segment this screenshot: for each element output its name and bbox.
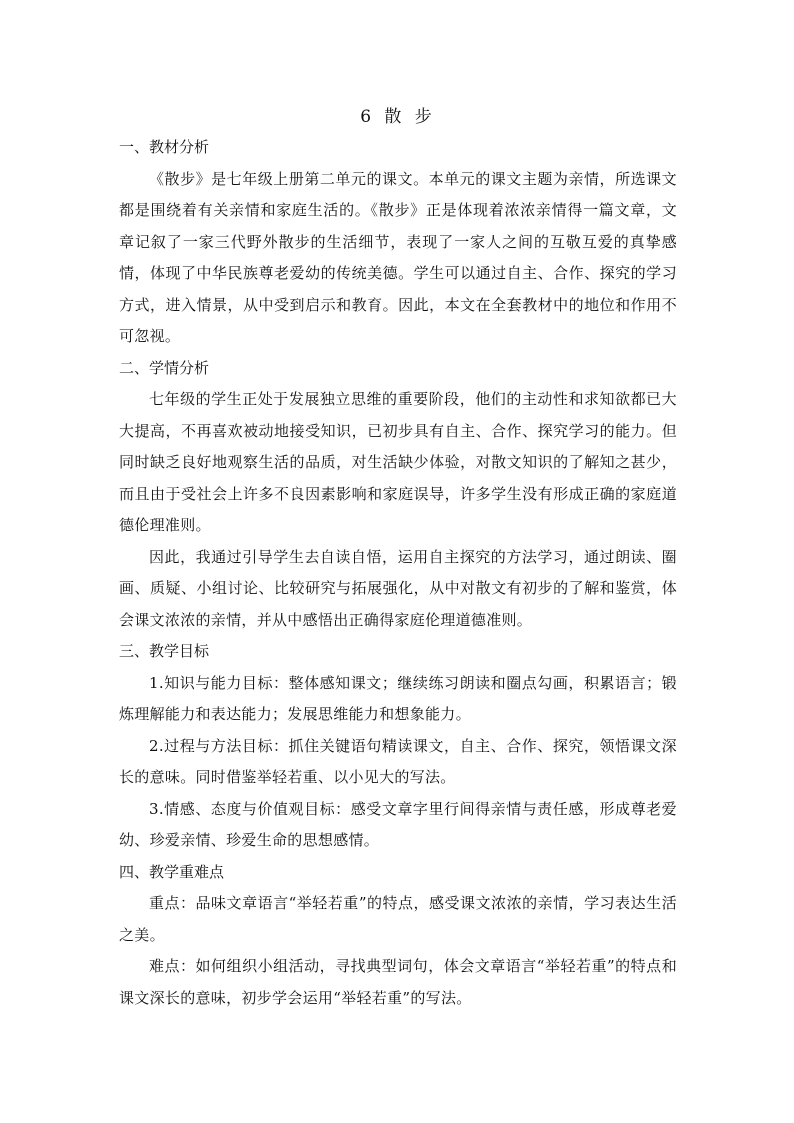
section-heading: 四、教学重难点 — [119, 862, 225, 881]
paragraph: 难点：如何组织小组活动，寻找典型词句，体会文章语言“举轻若重”的特点和课文深长的意味，初步学会运用“举轻若重”的写法。 — [119, 957, 677, 1007]
document-title: 6 散 步 — [360, 107, 436, 127]
paragraph: 《散步》是七年级上册第二单元的课文。本单元的课文主题为亲情，所选课文都是围绕着有关亲情和家庭生活的。《散步》正是体现着浓浓亲情得一篇文章，文章记叙了一家三代野外散步的生活细节，表现了一家人之间的互敬互爱的真挚感情，体现了中华民族尊老爱幼的传统美德。学生可以通过自主、合作、探究的学习方式，进入情景，从中受到启示和教育。因此，本文在全套教材中的地位和作用不可忽视。 — [119, 169, 677, 345]
section-student-analysis — [119, 353, 677, 637]
section-textbook-analysis — [119, 132, 677, 353]
paragraph: 重点：品味文章语言“举轻若重”的特点，感受课文浓浓的亲情，学习表达生活之美。 — [119, 894, 677, 944]
section-teaching-goals — [119, 636, 677, 857]
paragraph: 3.情感、态度与价值观目标：感受文章字里行间得亲情与责任感，形成尊老爱幼、珍爱亲情、珍爱生命的思想感情。 — [119, 799, 677, 849]
paragraph: 七年级的学生正处于发展独立思维的重要阶段，他们的主动性和求知欲都已大大提高，不再喜欢被动地接受知识，已初步具有自主、合作、探究学习的能力。但同时缺乏良好地观察生活的品质，对生活缺少体验，对散文知识的了解知之甚少，而且由于受社会上许多不良因素影响和家庭误导，许多学生没有形成正确的家庭道德伦理准则。 — [119, 390, 677, 534]
section-heading: 二、学情分析 — [119, 358, 210, 377]
section-key-difficult-points — [119, 857, 677, 1015]
paragraph: 1.知识与能力目标：整体感知课文；继续练习朗读和圈点勾画，积累语言；锻炼理解能力和表达能力；发展思维能力和想象能力。 — [119, 673, 677, 723]
section-heading: 三、教学目标 — [119, 642, 210, 660]
section-heading: 一、教材分析 — [119, 138, 210, 156]
paragraph: 因此，我通过引导学生去自读自悟，运用自主探究的方法学习，通过朗读、圈画、质疑、小组讨论、比较研究与拓展强化，从中对散文有初步的了解和鉴赏，体会课文浓浓的亲情，并从中感悟出正确得家庭伦理道德准则。 — [119, 547, 677, 629]
paragraph: 2.过程与方法目标：抓住关键语句精读课文，自主、合作、探究，领悟课文深长的意味。同时借鉴举轻若重、以小见大的写法。 — [119, 736, 677, 786]
document-content — [119, 104, 677, 1014]
